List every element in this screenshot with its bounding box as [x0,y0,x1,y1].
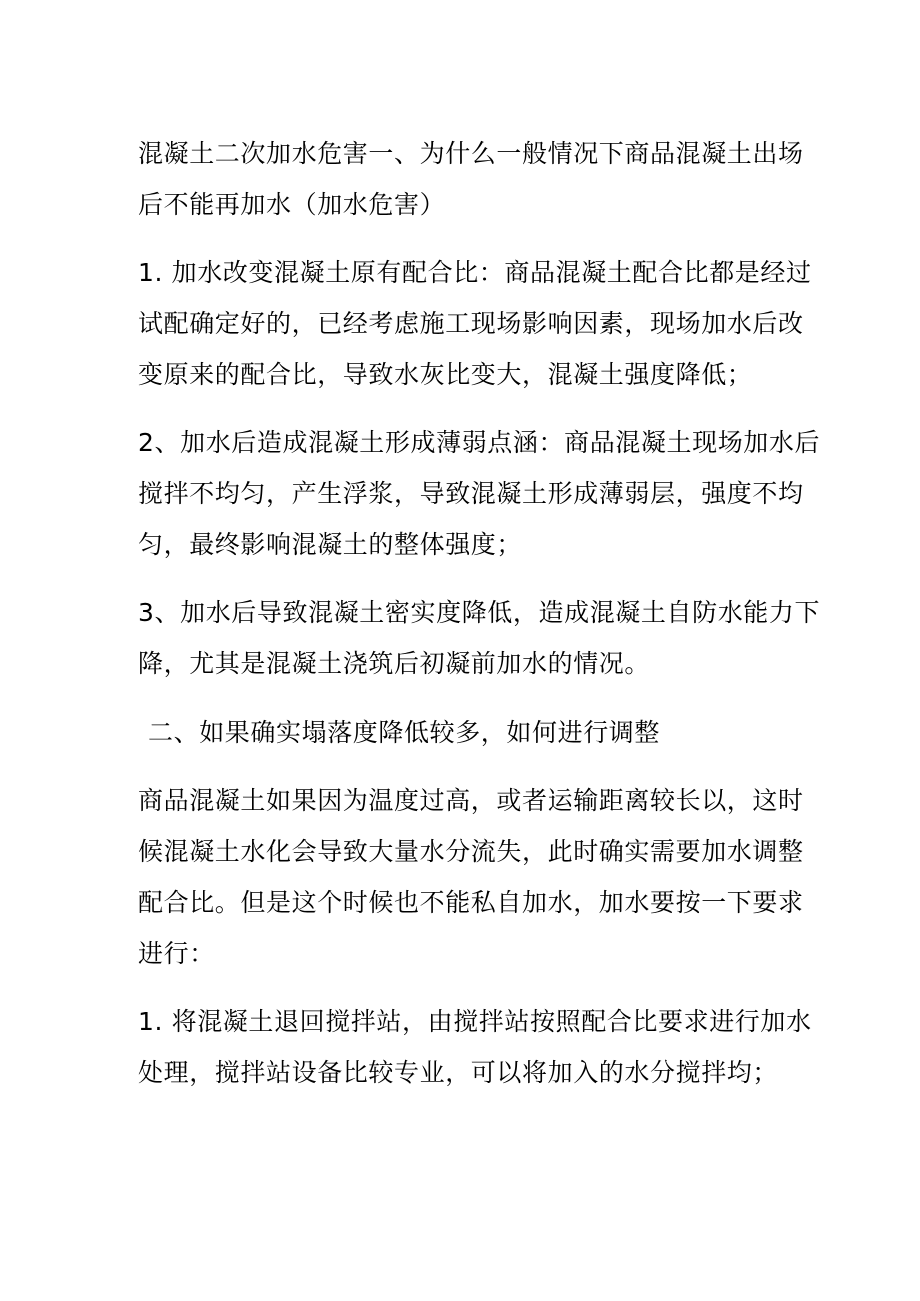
section2-intro-line-2: 候混凝土水化会导致大量水分流失，此时确实需要加水调整 [138,837,804,866]
point1-line-3: 变原来的配合比，导致水灰比变大，混凝土强度降低； [138,360,753,389]
point1-line-2: 试配确定好的，已经考虑施工现场影响因素，现场加水后改 [138,309,804,338]
section2-intro-line-1: 商品混凝土如果因为温度过高，或者运输距离较长以，这时 [138,786,804,815]
section2-point1-line-2: 处理，搅拌站设备比较专业，可以将加入的水分搅拌均； [138,1058,779,1087]
section2-intro-line-4: 进行： [138,939,215,968]
point3-line-2: 降，尤其是混凝土浇筑后初凝前加水的情况。 [138,649,651,678]
title-line-1: 混凝土二次加水危害一、为什么一般情况下商品混凝土出场 [138,139,804,168]
title-line-2: 后不能再加水（加水危害） [138,190,446,219]
point1-line-1: 1. 加水改变混凝土原有配合比：商品混凝土配合比都是经过 [138,258,812,287]
point2-line-1: 2、加水后造成混凝土形成薄弱点涵：商品混凝土现场加水后 [138,428,821,457]
section2-heading: 二、如果确实塌落度降低较多，如何进行调整 [148,718,661,747]
section2-point1-line-1: 1. 将混凝土退回搅拌站，由搅拌站按照配合比要求进行加水 [138,1007,812,1036]
point3-line-1: 3、加水后导致混凝土密实度降低，造成混凝土自防水能力下 [138,598,821,627]
point2-line-2: 搅拌不均匀，产生浮浆，导致混凝土形成薄弱层，强度不均 [138,479,804,508]
section2-intro-line-3: 配合比。但是这个时候也不能私自加水，加水要按一下要求 [138,888,804,917]
point2-line-3: 匀，最终影响混凝土的整体强度； [138,530,523,559]
